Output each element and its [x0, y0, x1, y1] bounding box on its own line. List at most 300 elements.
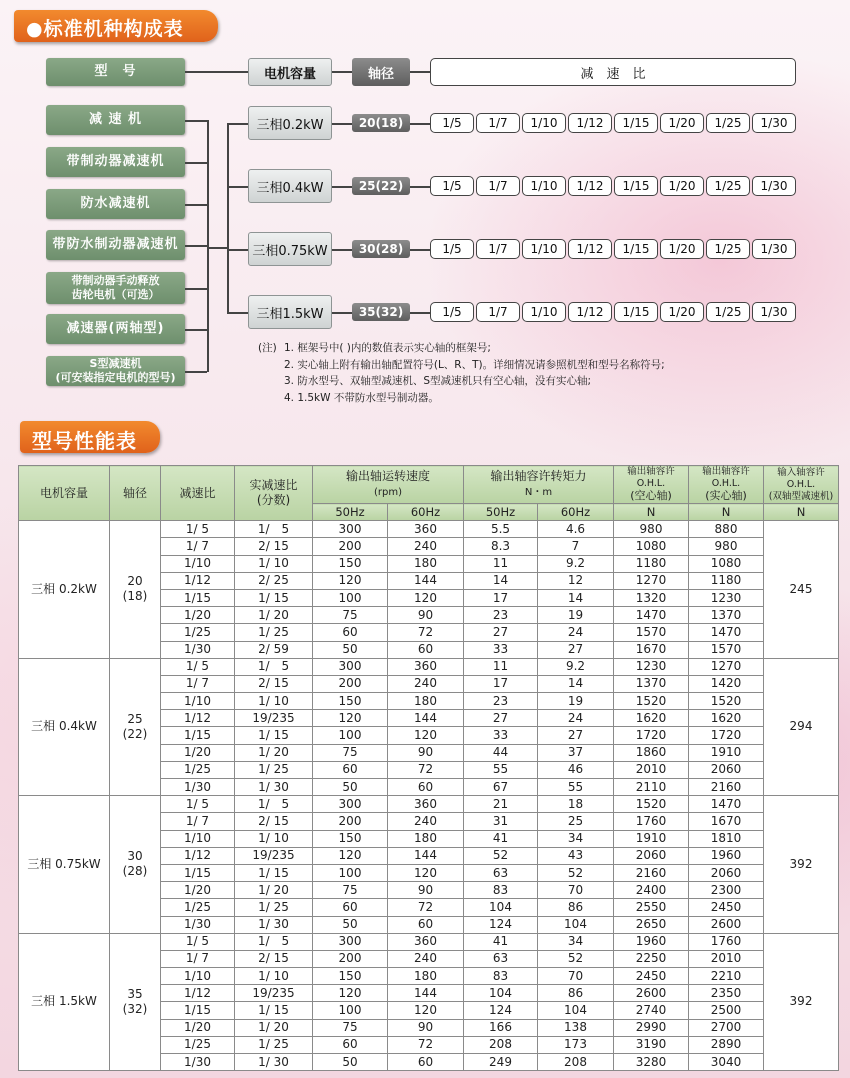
table-cell: 300 [313, 521, 388, 538]
table-cell: 1/ 7 [161, 950, 235, 967]
table-cell: 104 [464, 985, 538, 1002]
table-cell: 1/ 20 [235, 1019, 313, 1036]
connector-line [332, 249, 352, 251]
table-cell: 24 [538, 710, 614, 727]
table-cell: 33 [464, 727, 538, 744]
table-cell: 1/ 15 [235, 864, 313, 881]
table-cell: 27 [464, 710, 538, 727]
table-cell: 2/ 15 [235, 538, 313, 555]
table-cell: 1/30 [161, 916, 235, 933]
shaft-cell [110, 521, 161, 659]
table-cell: 300 [313, 796, 388, 813]
table-cell: 2/ 15 [235, 813, 313, 830]
table-cell: 33 [464, 641, 538, 658]
table-cell: 1/12 [161, 985, 235, 1002]
table-cell: 1/ 25 [235, 761, 313, 778]
type-line: S型减速机 [89, 357, 142, 371]
table-cell: 1370 [689, 607, 764, 624]
type-line: 带防水制动器减速机 [52, 236, 179, 252]
table-cell: 240 [388, 950, 464, 967]
table-cell: 3040 [689, 1054, 764, 1071]
ratio-box: 1/15 [614, 302, 658, 322]
table-cell: 980 [614, 521, 689, 538]
table-row [19, 521, 839, 538]
table-cell: 4.6 [538, 521, 614, 538]
table-cell: 150 [313, 830, 388, 847]
table-cell: 100 [313, 864, 388, 881]
connector-line [185, 329, 207, 331]
table-cell: 1/ 25 [235, 1036, 313, 1053]
table-cell: 2010 [614, 761, 689, 778]
connector-line [227, 123, 248, 125]
table-cell: 1080 [614, 538, 689, 555]
type-box-4 [46, 230, 185, 260]
ratio-box: 1/30 [752, 113, 796, 133]
table-cell: 1810 [689, 830, 764, 847]
header-speed-60hz: 60Hz [388, 504, 464, 521]
table-cell: 1/25 [161, 899, 235, 916]
table-cell: 90 [388, 607, 464, 624]
table-cell: 12 [538, 572, 614, 589]
table-cell: 27 [464, 624, 538, 641]
table-cell: 2300 [689, 882, 764, 899]
header-ohl-solid: 输出轴容许O.H.L. (实心轴) [689, 466, 764, 504]
table-cell: 1/ 25 [235, 899, 313, 916]
ratio-box: 1/12 [568, 239, 612, 259]
table-cell: 1520 [689, 693, 764, 710]
table-cell: 173 [538, 1036, 614, 1053]
table-cell: 2400 [614, 882, 689, 899]
table-cell: 120 [313, 710, 388, 727]
table-cell: 2160 [689, 779, 764, 796]
ratio-box: 1/10 [522, 302, 566, 322]
table-cell: 100 [313, 727, 388, 744]
table-cell: 9.2 [538, 658, 614, 675]
table-cell: 144 [388, 572, 464, 589]
ratio-box: 1/7 [476, 176, 520, 196]
header-unit-n-hollow: N [614, 504, 689, 521]
connector-line [332, 186, 352, 188]
shaft-value: 30 [127, 849, 143, 864]
table-cell: 2060 [689, 761, 764, 778]
table-cell: 3280 [614, 1054, 689, 1071]
table-cell: 1/30 [161, 641, 235, 658]
motor-capacity-1: 三相0.2kW [248, 106, 332, 140]
table-cell: 360 [388, 933, 464, 950]
table-cell: 1520 [614, 693, 689, 710]
motor-capacity-cell: 三相 1.5kW [19, 933, 110, 1071]
table-cell: 1/ 15 [235, 727, 313, 744]
table-cell: 120 [313, 985, 388, 1002]
table-cell: 124 [464, 1002, 538, 1019]
ratio-box: 1/12 [568, 176, 612, 196]
connector-line [410, 123, 430, 125]
table-cell: 300 [313, 658, 388, 675]
table-cell: 360 [388, 658, 464, 675]
motor-shaft-4: 35(32) [352, 303, 410, 321]
table-cell: 17 [464, 675, 538, 692]
table-cell: 1910 [689, 744, 764, 761]
ratio-box: 1/7 [476, 113, 520, 133]
shaft-value: 35 [127, 986, 143, 1001]
table-cell: 1/20 [161, 1019, 235, 1036]
table-cell: 60 [313, 624, 388, 641]
table-cell: 1/ 10 [235, 968, 313, 985]
table-cell: 1/ 7 [161, 813, 235, 830]
table-cell: 19 [538, 693, 614, 710]
table-cell: 2210 [689, 968, 764, 985]
table-cell: 1/ 7 [161, 675, 235, 692]
table-cell: 104 [538, 916, 614, 933]
motor-capacity-4: 三相1.5kW [248, 295, 332, 329]
table-cell: 7 [538, 538, 614, 555]
motor-shaft-3: 30(28) [352, 240, 410, 258]
connector-line [410, 249, 430, 251]
type-box-6 [46, 314, 185, 344]
table-cell: 208 [464, 1036, 538, 1053]
table-cell: 1/ 10 [235, 830, 313, 847]
table-cell: 1570 [614, 624, 689, 641]
table-cell: 360 [388, 521, 464, 538]
table-cell: 1180 [614, 555, 689, 572]
table-cell: 1/10 [161, 968, 235, 985]
connector-line [227, 186, 248, 188]
section-title-structure: ●标准机种构成表 [14, 10, 218, 42]
table-cell: 1/25 [161, 761, 235, 778]
header-torque: 输出轴容许转矩力 N・m [464, 466, 614, 504]
table-cell: 120 [313, 847, 388, 864]
table-cell: 14 [464, 572, 538, 589]
shaft-label: 轴径 [352, 58, 410, 86]
input-ohl-cell: 392 [764, 796, 839, 934]
table-cell: 46 [538, 761, 614, 778]
table-cell: 2500 [689, 1002, 764, 1019]
ratio-box: 1/7 [476, 239, 520, 259]
table-cell: 90 [388, 882, 464, 899]
ratio-box: 1/30 [752, 302, 796, 322]
table-cell: 19 [538, 607, 614, 624]
table-cell: 50 [313, 779, 388, 796]
shaft-value: 20 [127, 574, 143, 589]
table-cell: 1620 [614, 710, 689, 727]
table-cell: 90 [388, 744, 464, 761]
table-cell: 144 [388, 710, 464, 727]
table-cell: 144 [388, 985, 464, 1002]
table-cell: 1/20 [161, 607, 235, 624]
table-cell: 1620 [689, 710, 764, 727]
table-cell: 1320 [614, 589, 689, 606]
header-ratio: 减速比 [161, 466, 235, 521]
ratio-box: 1/25 [706, 239, 750, 259]
table-cell: 1720 [689, 727, 764, 744]
table-cell: 25 [538, 813, 614, 830]
table-cell: 2/ 15 [235, 675, 313, 692]
table-cell: 70 [538, 882, 614, 899]
shaft-solid-value: (32) [122, 1001, 148, 1016]
input-ohl-cell: 245 [764, 521, 839, 659]
table-cell: 2060 [614, 847, 689, 864]
ratio-box: 1/12 [568, 302, 612, 322]
table-cell: 1230 [614, 658, 689, 675]
table-cell: 1860 [614, 744, 689, 761]
table-cell: 2/ 15 [235, 950, 313, 967]
table-cell: 1/12 [161, 710, 235, 727]
notes [258, 340, 665, 406]
connector-line [410, 186, 430, 188]
ratio-box: 1/12 [568, 113, 612, 133]
header-unit-n-solid: N [689, 504, 764, 521]
table-cell: 50 [313, 641, 388, 658]
table-cell: 1/12 [161, 572, 235, 589]
table-cell: 2990 [614, 1019, 689, 1036]
connector-line [185, 371, 207, 373]
connector-line [227, 312, 248, 314]
table-cell: 1/ 5 [161, 658, 235, 675]
table-cell: 83 [464, 968, 538, 985]
table-cell: 2890 [689, 1036, 764, 1053]
table-cell: 1/10 [161, 555, 235, 572]
table-cell: 1080 [689, 555, 764, 572]
table-cell: 1910 [614, 830, 689, 847]
input-ohl-cell: 392 [764, 933, 839, 1071]
table-cell: 60 [313, 899, 388, 916]
table-cell: 249 [464, 1054, 538, 1071]
table-cell: 27 [538, 641, 614, 658]
table-cell: 43 [538, 847, 614, 864]
table-cell: 1470 [689, 796, 764, 813]
table-cell: 1/ 5 [235, 933, 313, 950]
table-cell: 1/ 7 [161, 538, 235, 555]
table-cell: 1/30 [161, 1054, 235, 1071]
table-cell: 9.2 [538, 555, 614, 572]
table-cell: 2/ 59 [235, 641, 313, 658]
table-cell: 208 [538, 1054, 614, 1071]
table-cell: 70 [538, 968, 614, 985]
table-cell: 1/ 5 [161, 796, 235, 813]
motor-capacity-cell: 三相 0.75kW [19, 796, 110, 934]
motor-shaft-2: 25(22) [352, 177, 410, 195]
table-cell: 104 [464, 899, 538, 916]
table-cell: 19/235 [235, 710, 313, 727]
table-cell: 1/20 [161, 744, 235, 761]
ratio-box: 1/30 [752, 176, 796, 196]
table-cell: 144 [388, 847, 464, 864]
table-cell: 980 [689, 538, 764, 555]
header-speed: 输出轴运转速度 (rpm) [313, 466, 464, 504]
table-cell: 200 [313, 950, 388, 967]
type-line: 带制动器手动释放 [71, 274, 160, 288]
section-title-performance: 型号性能表 [20, 421, 160, 453]
table-cell: 1760 [614, 813, 689, 830]
table-cell: 150 [313, 968, 388, 985]
table-cell: 1/ 20 [235, 882, 313, 899]
table-cell: 120 [388, 864, 464, 881]
table-cell: 55 [464, 761, 538, 778]
connector-line [332, 71, 352, 73]
table-cell: 1/25 [161, 624, 235, 641]
ratio-box: 1/10 [522, 239, 566, 259]
table-cell: 180 [388, 968, 464, 985]
table-cell: 90 [388, 1019, 464, 1036]
table-cell: 1/15 [161, 864, 235, 881]
note-1: 1. 框架号中( )内的数值表示实心轴的框架号; [284, 342, 491, 354]
table-cell: 52 [464, 847, 538, 864]
table-cell: 8.3 [464, 538, 538, 555]
table-cell: 11 [464, 658, 538, 675]
type-line: 减 速 机 [88, 111, 143, 127]
header-capacity: 电机容量 [19, 466, 110, 521]
shaft-cell [110, 658, 161, 796]
type-line: (可安装指定电机的型号) [55, 371, 176, 384]
table-cell: 19/235 [235, 847, 313, 864]
table-cell: 1/ 20 [235, 744, 313, 761]
table-cell: 1180 [689, 572, 764, 589]
table-cell: 1/ 5 [235, 521, 313, 538]
ratio-box: 1/20 [660, 302, 704, 322]
type-line: 齿轮电机（可选） [71, 288, 160, 301]
table-cell: 1670 [614, 641, 689, 658]
connector-line [185, 245, 207, 247]
table-cell: 24 [538, 624, 614, 641]
table-cell: 2450 [689, 899, 764, 916]
table-cell: 240 [388, 538, 464, 555]
table-cell: 138 [538, 1019, 614, 1036]
table-cell: 1570 [689, 641, 764, 658]
table-cell: 1720 [614, 727, 689, 744]
note-2: 2. 实心轴上附有输出轴配置符号(L、R、T)。详细情况请参照机型和型号名称符号; [284, 358, 665, 371]
table-cell: 1/ 5 [161, 933, 235, 950]
table-cell: 1/ 10 [235, 555, 313, 572]
table-cell: 1/ 15 [235, 589, 313, 606]
motor-capacity-2: 三相0.4kW [248, 169, 332, 203]
table-cell: 37 [538, 744, 614, 761]
header-torque-60hz: 60Hz [538, 504, 614, 521]
connector-line [332, 123, 352, 125]
table-cell: 1470 [614, 607, 689, 624]
table-cell: 72 [388, 624, 464, 641]
table-cell: 2110 [614, 779, 689, 796]
table-cell: 1/ 30 [235, 1054, 313, 1071]
table-cell: 200 [313, 813, 388, 830]
table-cell: 41 [464, 933, 538, 950]
table-cell: 2/ 25 [235, 572, 313, 589]
table-cell: 880 [689, 521, 764, 538]
table-cell: 1/ 5 [235, 796, 313, 813]
connector-line [185, 120, 207, 122]
table-cell: 1470 [689, 624, 764, 641]
table-cell: 150 [313, 693, 388, 710]
model-label: 型 号 [46, 58, 185, 86]
table-cell: 14 [538, 675, 614, 692]
table-cell: 1/ 5 [161, 521, 235, 538]
table-cell: 1/ 30 [235, 779, 313, 796]
table-cell: 2010 [689, 950, 764, 967]
table-cell: 5.5 [464, 521, 538, 538]
table-cell: 23 [464, 607, 538, 624]
table-cell: 41 [464, 830, 538, 847]
table-cell: 1/ 10 [235, 693, 313, 710]
header-speed-50hz: 50Hz [313, 504, 388, 521]
table-cell: 180 [388, 693, 464, 710]
header-torque-50hz: 50Hz [464, 504, 538, 521]
connector-line [185, 71, 248, 73]
ratio-box: 1/15 [614, 176, 658, 196]
table-cell: 44 [464, 744, 538, 761]
table-cell: 60 [388, 1054, 464, 1071]
table-cell: 1/30 [161, 779, 235, 796]
table-cell: 1520 [614, 796, 689, 813]
type-line: 带制动器减速机 [66, 153, 165, 169]
table-cell: 150 [313, 555, 388, 572]
table-cell: 2060 [689, 864, 764, 881]
connector-line [185, 162, 207, 164]
table-cell: 2600 [614, 985, 689, 1002]
table-cell: 1/10 [161, 830, 235, 847]
ratio-box: 1/5 [430, 113, 474, 133]
input-ohl-cell: 294 [764, 658, 839, 796]
table-cell: 1/25 [161, 1036, 235, 1053]
table-cell: 86 [538, 985, 614, 1002]
ratio-box: 1/15 [614, 113, 658, 133]
table-cell: 50 [313, 916, 388, 933]
table-cell: 1/15 [161, 589, 235, 606]
table-cell: 180 [388, 830, 464, 847]
table-cell: 72 [388, 899, 464, 916]
ratio-box: 1/5 [430, 176, 474, 196]
table-cell: 120 [388, 727, 464, 744]
header-unit-n-input: N [764, 504, 839, 521]
table-cell: 21 [464, 796, 538, 813]
table-cell: 63 [464, 950, 538, 967]
table-cell: 2250 [614, 950, 689, 967]
notes-lead: (注) [258, 342, 277, 354]
table-cell: 180 [388, 555, 464, 572]
table-cell: 72 [388, 761, 464, 778]
table-cell: 75 [313, 882, 388, 899]
table-cell: 1670 [689, 813, 764, 830]
connector-line [207, 120, 209, 372]
ratio-box: 1/25 [706, 302, 750, 322]
table-cell: 2350 [689, 985, 764, 1002]
table-cell: 75 [313, 744, 388, 761]
table-cell: 120 [388, 1002, 464, 1019]
table-cell: 55 [538, 779, 614, 796]
table-cell: 86 [538, 899, 614, 916]
table-cell: 1370 [614, 675, 689, 692]
table-cell: 31 [464, 813, 538, 830]
table-cell: 300 [313, 933, 388, 950]
table-cell: 360 [388, 796, 464, 813]
shaft-value: 25 [127, 711, 143, 726]
table-cell: 52 [538, 864, 614, 881]
table-row [19, 796, 839, 813]
table-row [19, 658, 839, 675]
header-ohl-hollow: 输出轴容许O.H.L. (空心轴) [614, 466, 689, 504]
ratio-box: 1/5 [430, 302, 474, 322]
table-cell: 67 [464, 779, 538, 796]
table-cell: 2700 [689, 1019, 764, 1036]
table-cell: 1/ 5 [235, 658, 313, 675]
table-cell: 1/ 15 [235, 1002, 313, 1019]
table-cell: 60 [388, 779, 464, 796]
table-cell: 2740 [614, 1002, 689, 1019]
table-cell: 19/235 [235, 985, 313, 1002]
table-cell: 2600 [689, 916, 764, 933]
connector-line [185, 288, 207, 290]
table-cell: 100 [313, 589, 388, 606]
type-box-2 [46, 147, 185, 177]
table-cell: 34 [538, 830, 614, 847]
